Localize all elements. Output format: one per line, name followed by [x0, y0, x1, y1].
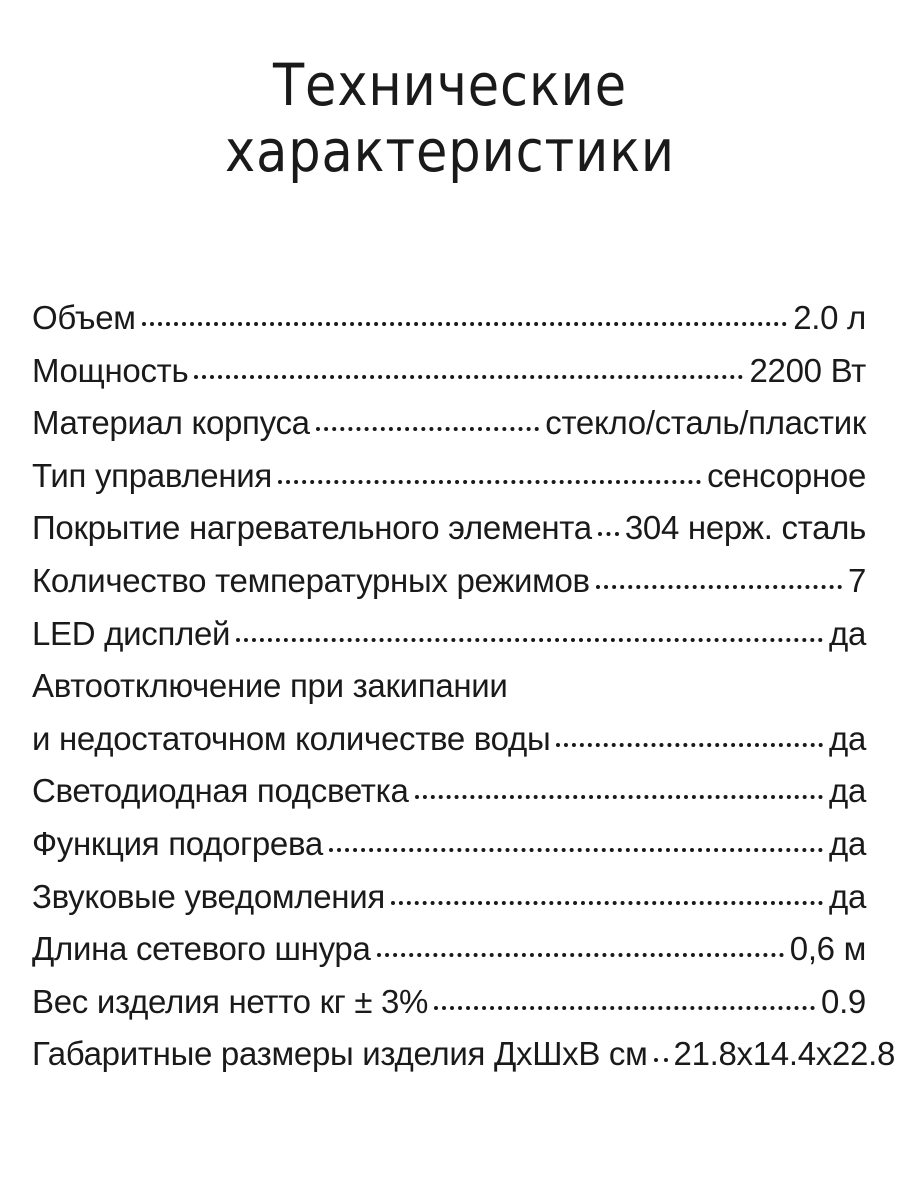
- title-line-2: характеристики: [225, 117, 675, 185]
- spec-label: Количество температурных режимов: [32, 561, 590, 599]
- spec-label: Длина сетевого шнура: [32, 930, 371, 968]
- dot-leader: [142, 322, 788, 326]
- dot-leader: [316, 427, 540, 431]
- spec-row-temp-modes: [32, 555, 866, 608]
- spec-value: 7: [847, 561, 866, 599]
- spec-label: Материал корпуса: [32, 404, 310, 442]
- spec-value: да: [828, 824, 866, 862]
- spec-value: 0,6 м: [789, 930, 866, 968]
- spec-label: Функция подогрева: [32, 824, 323, 862]
- spec-row-sound: [32, 871, 866, 924]
- spec-value: сенсорное: [707, 456, 866, 494]
- spec-value: 0.9: [821, 982, 866, 1020]
- spec-value: 304 нерж. сталь: [624, 509, 866, 547]
- spec-list: [32, 292, 896, 1081]
- spec-value: да: [828, 614, 866, 652]
- spec-row-volume: [32, 292, 866, 345]
- spec-value: да: [828, 772, 866, 810]
- spec-value: 2.0 л: [793, 299, 866, 336]
- spec-row-backlight: [32, 765, 866, 818]
- spec-label-line-2: и недостаточном количестве воды: [32, 719, 551, 757]
- spec-label: Тип управления: [32, 456, 272, 494]
- dot-leader: [596, 585, 842, 589]
- spec-row-auto-off: [32, 660, 866, 765]
- spec-row-dimensions: [32, 1028, 896, 1081]
- spec-label: Звуковые уведомления: [32, 877, 385, 915]
- title-line-1: Технические: [272, 51, 628, 119]
- spec-row-control: [32, 450, 866, 503]
- dot-leader: [654, 1058, 668, 1062]
- spec-label: Светодиодная подсветка: [32, 772, 409, 810]
- spec-value: да: [828, 877, 866, 915]
- spec-row-keep-warm: [32, 818, 866, 871]
- spec-row-cord-length: [32, 923, 866, 976]
- spec-label: Объем: [32, 299, 136, 336]
- dot-leader: [434, 1006, 815, 1010]
- spec-label: Вес изделия нетто кг ± 3%: [32, 982, 429, 1020]
- dot-leader: [556, 743, 823, 747]
- spec-label: Мощность: [32, 351, 189, 389]
- spec-row-power: [32, 345, 866, 398]
- spec-row-net-weight: [32, 976, 866, 1029]
- spec-value: стекло/сталь/пластик: [545, 404, 866, 442]
- spec-row-led-display: [32, 608, 866, 661]
- spec-row-material: [32, 397, 866, 450]
- dot-leader: [598, 532, 619, 536]
- spec-label: LED дисплей: [32, 614, 231, 652]
- spec-value: да: [828, 719, 866, 757]
- spec-value: 2200 Вт: [749, 351, 866, 389]
- dot-leader: [377, 953, 784, 957]
- dot-leader: [194, 375, 743, 379]
- spec-label: Габаритные размеры изделия ДхШхВ см: [32, 1035, 648, 1073]
- page-title: [54, 52, 846, 184]
- dot-leader: [236, 638, 823, 642]
- dot-leader: [329, 848, 823, 852]
- dot-leader: [391, 901, 823, 905]
- spec-value: 21.8x14.4x22.8: [673, 1035, 896, 1073]
- dot-leader: [278, 480, 701, 484]
- spec-row-heating-coating: [32, 502, 866, 555]
- spec-label-line-1: Автоотключение при закипании: [32, 667, 508, 705]
- spec-label: Покрытие нагревательного элемента: [32, 509, 592, 547]
- dot-leader: [415, 795, 823, 799]
